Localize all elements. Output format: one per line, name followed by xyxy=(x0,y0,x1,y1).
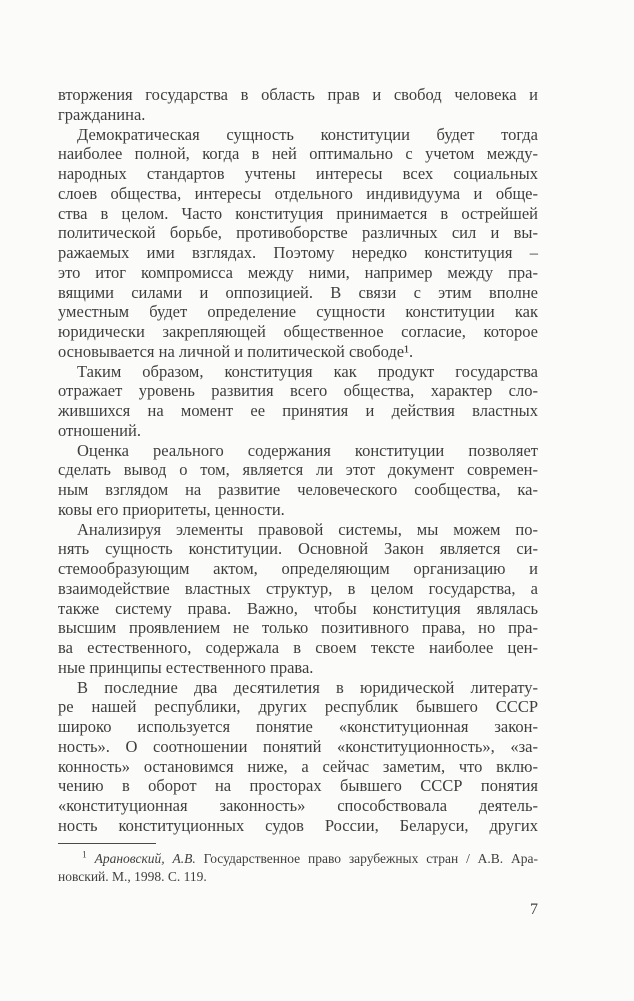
text-line: «конституционная законность» способствовала деятель- xyxy=(58,796,538,815)
text-line: народных стандартов учтены интересы всех социальных xyxy=(58,164,538,183)
text-line: ные принципы естественного права. xyxy=(58,657,314,677)
text-line: Оценка реального содержания конституции позволяет xyxy=(77,440,538,460)
text-line: основывается на личной и политической свободе¹. xyxy=(58,341,414,361)
footnote-author: Арановский, А.В. xyxy=(94,851,196,866)
text-line: взаимодействие властных структур, в целом государства, а xyxy=(58,578,538,598)
text-line: ражаемых ими взглядах. Поэтому нередко конституция – xyxy=(58,243,538,262)
text-line: политической борьбе, противоборстве различных сил и вы- xyxy=(58,223,538,243)
text-line: жившихся на момент ее принятия и действия властных xyxy=(58,401,538,420)
text-line: ва естественного, содержала в своем тексте наиболее цен- xyxy=(58,638,538,657)
text-line: слоев общества, интересы отдельного индивидуума и обще- xyxy=(58,183,538,203)
text-line: гражданина. xyxy=(58,104,146,124)
page-number: 7 xyxy=(530,901,538,918)
footnote-line-1 xyxy=(58,850,538,868)
text-line: Анализируя элементы правовой системы, мы можем по- xyxy=(77,519,538,539)
text-line: ность». О соотношении понятий «конституционность», «за- xyxy=(58,736,538,756)
text-line: ным взглядом на развитие человеческого сообщества, ка- xyxy=(58,480,538,499)
text-block xyxy=(58,85,538,836)
text-line: ства в целом. Часто конституция принимается в острейшей xyxy=(58,203,538,223)
text-line: отражает уровень развития всего общества, характер сло- xyxy=(58,381,538,401)
text-line: это итог компромисса между ними, например между пра- xyxy=(58,262,538,282)
text-line: высшим проявлением не только позитивного права, но пра- xyxy=(58,618,538,638)
footnote-marker: 1 xyxy=(82,850,87,861)
text-line: ре нашей республики, других республик бывшего СССР xyxy=(58,697,538,717)
footnote xyxy=(58,843,538,886)
footnote-citation: Государственное право зарубежных стран / А.В. Ара- xyxy=(203,851,538,866)
text-line: также систему права. Важно, чтобы конституция являлась xyxy=(58,598,538,618)
text-line: уместным будет определение сущности конституции как xyxy=(58,302,538,322)
text-line: Демократическая сущность конституции будет тогда xyxy=(77,124,538,144)
text-line: В последние два десятилетия в юридической литерату- xyxy=(77,677,538,697)
text-line: сделать вывод о том, является ли этот документ современ- xyxy=(58,460,538,480)
text-line: отношений. xyxy=(58,420,141,440)
text-line: ковы его приоритеты, ценности. xyxy=(58,499,285,519)
text-line: конность» остановимся ниже, а сейчас заметим, что вклю- xyxy=(58,756,538,776)
text-line: вторжения государства в область прав и свобод человека и xyxy=(58,85,538,104)
text-line: чению в оборот на просторах бывшего СССР понятия xyxy=(58,776,538,796)
text-line: ность конституционных судов России, Беларуси, других xyxy=(58,815,538,835)
text-line: наиболее полной, когда в ней оптимально с учетом между- xyxy=(58,144,538,164)
text-line: широко используется понятие «конституционная закон- xyxy=(58,717,538,736)
text-line: вящими силами и оппозицией. В связи с этим вполне xyxy=(58,282,538,302)
footnote-line-2: новский. М., 1998. С. 119. xyxy=(58,869,207,884)
text-line: нять сущность конституции. Основной Закон является си- xyxy=(58,539,538,559)
text-line: Таким образом, конституция как продукт государства xyxy=(77,361,538,381)
footnote-divider xyxy=(58,843,156,844)
text-line: стемообразующим актом, определяющим организацию и xyxy=(58,559,538,578)
text-line: юридически закрепляющей общественное согласие, которое xyxy=(58,322,538,341)
